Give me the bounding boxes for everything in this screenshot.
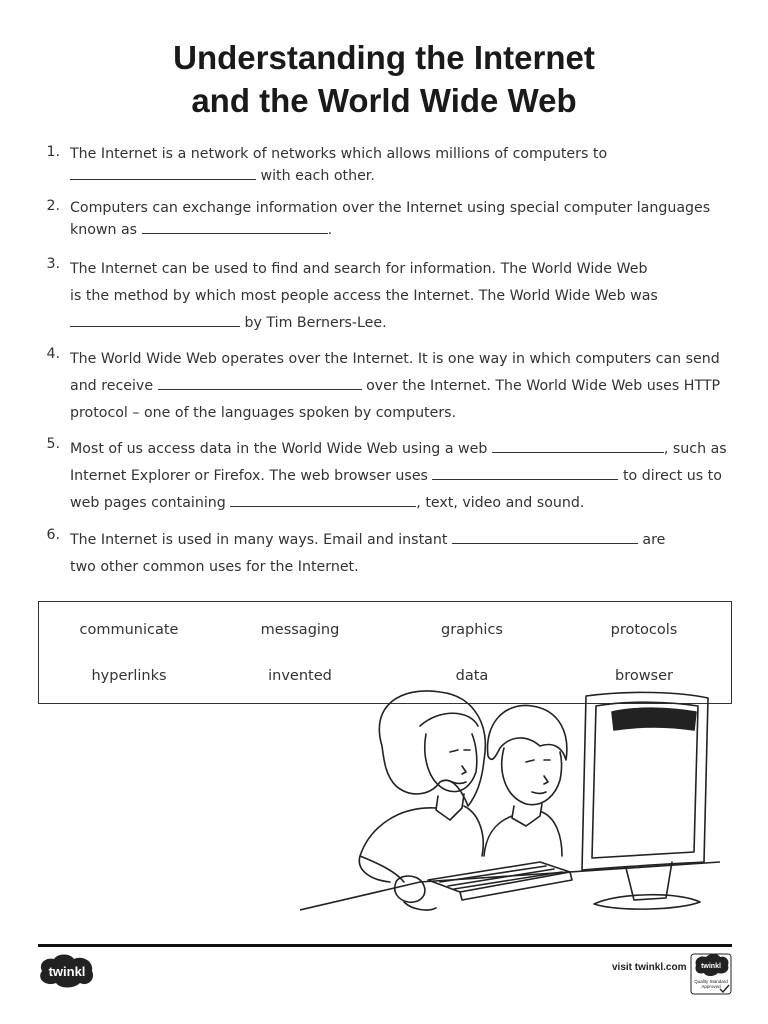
question-number: 5. <box>46 436 60 452</box>
answer-blank[interactable] <box>70 165 256 180</box>
badge-line-2: Approved <box>701 984 721 989</box>
question-line: The Internet is a network of networks which allows millions of computers to <box>70 146 608 162</box>
question-1 <box>40 144 732 187</box>
question-line: is the method by which most people access the Internet. The World Wide Web was <box>70 288 658 304</box>
question-line: The Internet can be used to find and search for information. The World Wide Web <box>70 261 648 277</box>
question-line: protocol – one of the languages spoken by computers. <box>70 405 457 421</box>
word-bank-item: data <box>455 668 489 684</box>
badge-logo-text: twinkl <box>701 963 721 970</box>
question-line: and receive over the Internet. The World Wide Web uses HTTP <box>70 373 732 400</box>
question-line: Most of us access data in the World Wide Web using a web , such as <box>70 436 732 463</box>
word-bank-item: browser <box>614 668 673 684</box>
answer-blank[interactable] <box>158 375 362 390</box>
question-number: 4. <box>46 346 60 362</box>
word-bank-item: messaging <box>260 622 340 638</box>
answer-blank[interactable] <box>142 219 328 234</box>
question-line: Computers can exchange information over the Internet using special computer languages <box>70 200 711 216</box>
question-line: two other common uses for the Internet. <box>70 559 359 575</box>
answer-blank[interactable] <box>230 492 416 507</box>
question-2 <box>40 198 732 241</box>
word-bank-item: protocols <box>610 622 678 638</box>
word-bank-item: invented <box>268 668 332 684</box>
question-number: 1. <box>46 144 60 160</box>
question-line: Internet Explorer or Firefox. The web browser uses to direct us to <box>70 463 732 490</box>
title-line-1: Understanding the Internet <box>173 39 595 76</box>
word-bank-item: hyperlinks <box>91 668 167 684</box>
page-title <box>0 36 768 122</box>
question-line: The Internet is used in many ways. Email and instant are <box>70 527 732 554</box>
quality-badge <box>690 953 732 995</box>
question-line: with each other. <box>70 165 732 187</box>
question-number: 2. <box>46 198 60 214</box>
twinkl-logo[interactable] <box>36 953 98 989</box>
answer-blank[interactable] <box>492 438 664 453</box>
question-line: by Tim Berners-Lee. <box>70 310 732 337</box>
question-5 <box>40 436 732 517</box>
question-number: 3. <box>46 256 60 272</box>
word-bank-item: communicate <box>79 622 179 638</box>
question-number: 6. <box>46 527 60 543</box>
title-line-2: and the World Wide Web <box>191 82 577 119</box>
answer-blank[interactable] <box>432 465 618 480</box>
badge-line-1: Quality Standard <box>694 979 728 984</box>
word-bank-item: graphics <box>440 622 503 638</box>
visit-link[interactable]: visit twinkl.com <box>612 962 687 973</box>
logo-text: twinkl <box>48 964 86 979</box>
children-computer-illustration <box>300 686 720 926</box>
question-4 <box>40 346 732 427</box>
question-line: web pages containing , text, video and sound. <box>70 490 732 517</box>
question-3 <box>40 256 732 337</box>
question-line: known as . <box>70 219 732 241</box>
question-line: The World Wide Web operates over the Internet. It is one way in which computers can send <box>70 351 720 367</box>
answer-blank[interactable] <box>452 529 638 544</box>
answer-blank[interactable] <box>70 312 240 327</box>
footer-rule <box>38 944 732 947</box>
question-6 <box>40 527 732 581</box>
